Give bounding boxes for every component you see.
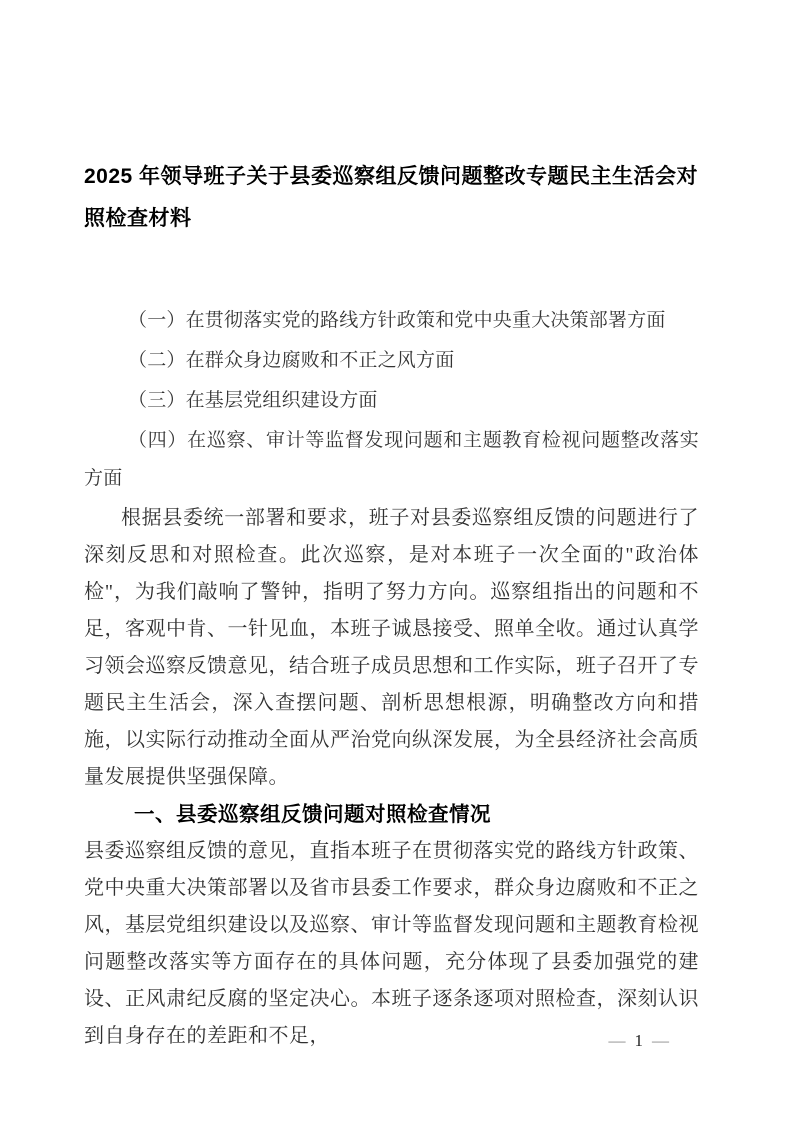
footer-dash-left: — bbox=[608, 1031, 626, 1050]
page-number: 1 bbox=[634, 1031, 643, 1050]
section-1-heading: 一、县委巡察组反馈问题对照检查情况 bbox=[134, 803, 491, 826]
outline-item-3: （三）在基层党组织建设方面 bbox=[128, 390, 378, 411]
footer-dash-right: — bbox=[652, 1031, 669, 1050]
outline-item-2: （二）在群众身边腐败和不正之风方面 bbox=[128, 350, 455, 371]
document-content bbox=[84, 0, 699, 1055]
outline-list bbox=[84, 302, 699, 498]
intro-paragraph: 根据县委统一部署和要求，班子对县委巡察组反馈的问题进行了深刻反思和对照检查。此次巡察，是对本班子一次全面的"政治体检"，为我们敲响了警钟，指明了努力方向。巡察组指出的问题和不足，客观中肯、一针见血，本班子诚恳接受、照单全收。通过认真学习领会巡察反馈意见，结合班子成员思想和工作实际，班子召开了专题民主生活会，深入查摆问题、剖析思想根源，明确整改方向和措施，以实际行动推动全面从严治党向纵深发展，为全县经济社会高质量发展提供坚强保障。 bbox=[84, 507, 699, 788]
outline-item-4: （四）在巡察、审计等监督发现问题和主题教育检视问题整改落实方面 bbox=[84, 430, 699, 489]
page-number-footer bbox=[609, 1030, 670, 1052]
section-1-paragraph: 县委巡察组反馈的意见，直指本班子在贯彻落实党的路线方针政策、党中央重大决策部署以及省市县委工作要求，群众身边腐败和不正之风，基层党组织建设以及巡察、审计等监督发现问题和主题教育检视问题整改落实等方面存在的具体问题，充分体现了县委加强党的建设、正风肃纪反腐的坚定决心。本班子逐条逐项对照检查，深刻认识到自身存在的差距和不足， bbox=[84, 840, 699, 1047]
outline-item-1: （一）在贯彻落实党的路线方针政策和党中央重大决策部署方面 bbox=[128, 310, 666, 331]
document-title: 2025 年领导班子关于县委巡察组反馈问题整改专题民主生活会对照检查材料 bbox=[84, 165, 699, 230]
